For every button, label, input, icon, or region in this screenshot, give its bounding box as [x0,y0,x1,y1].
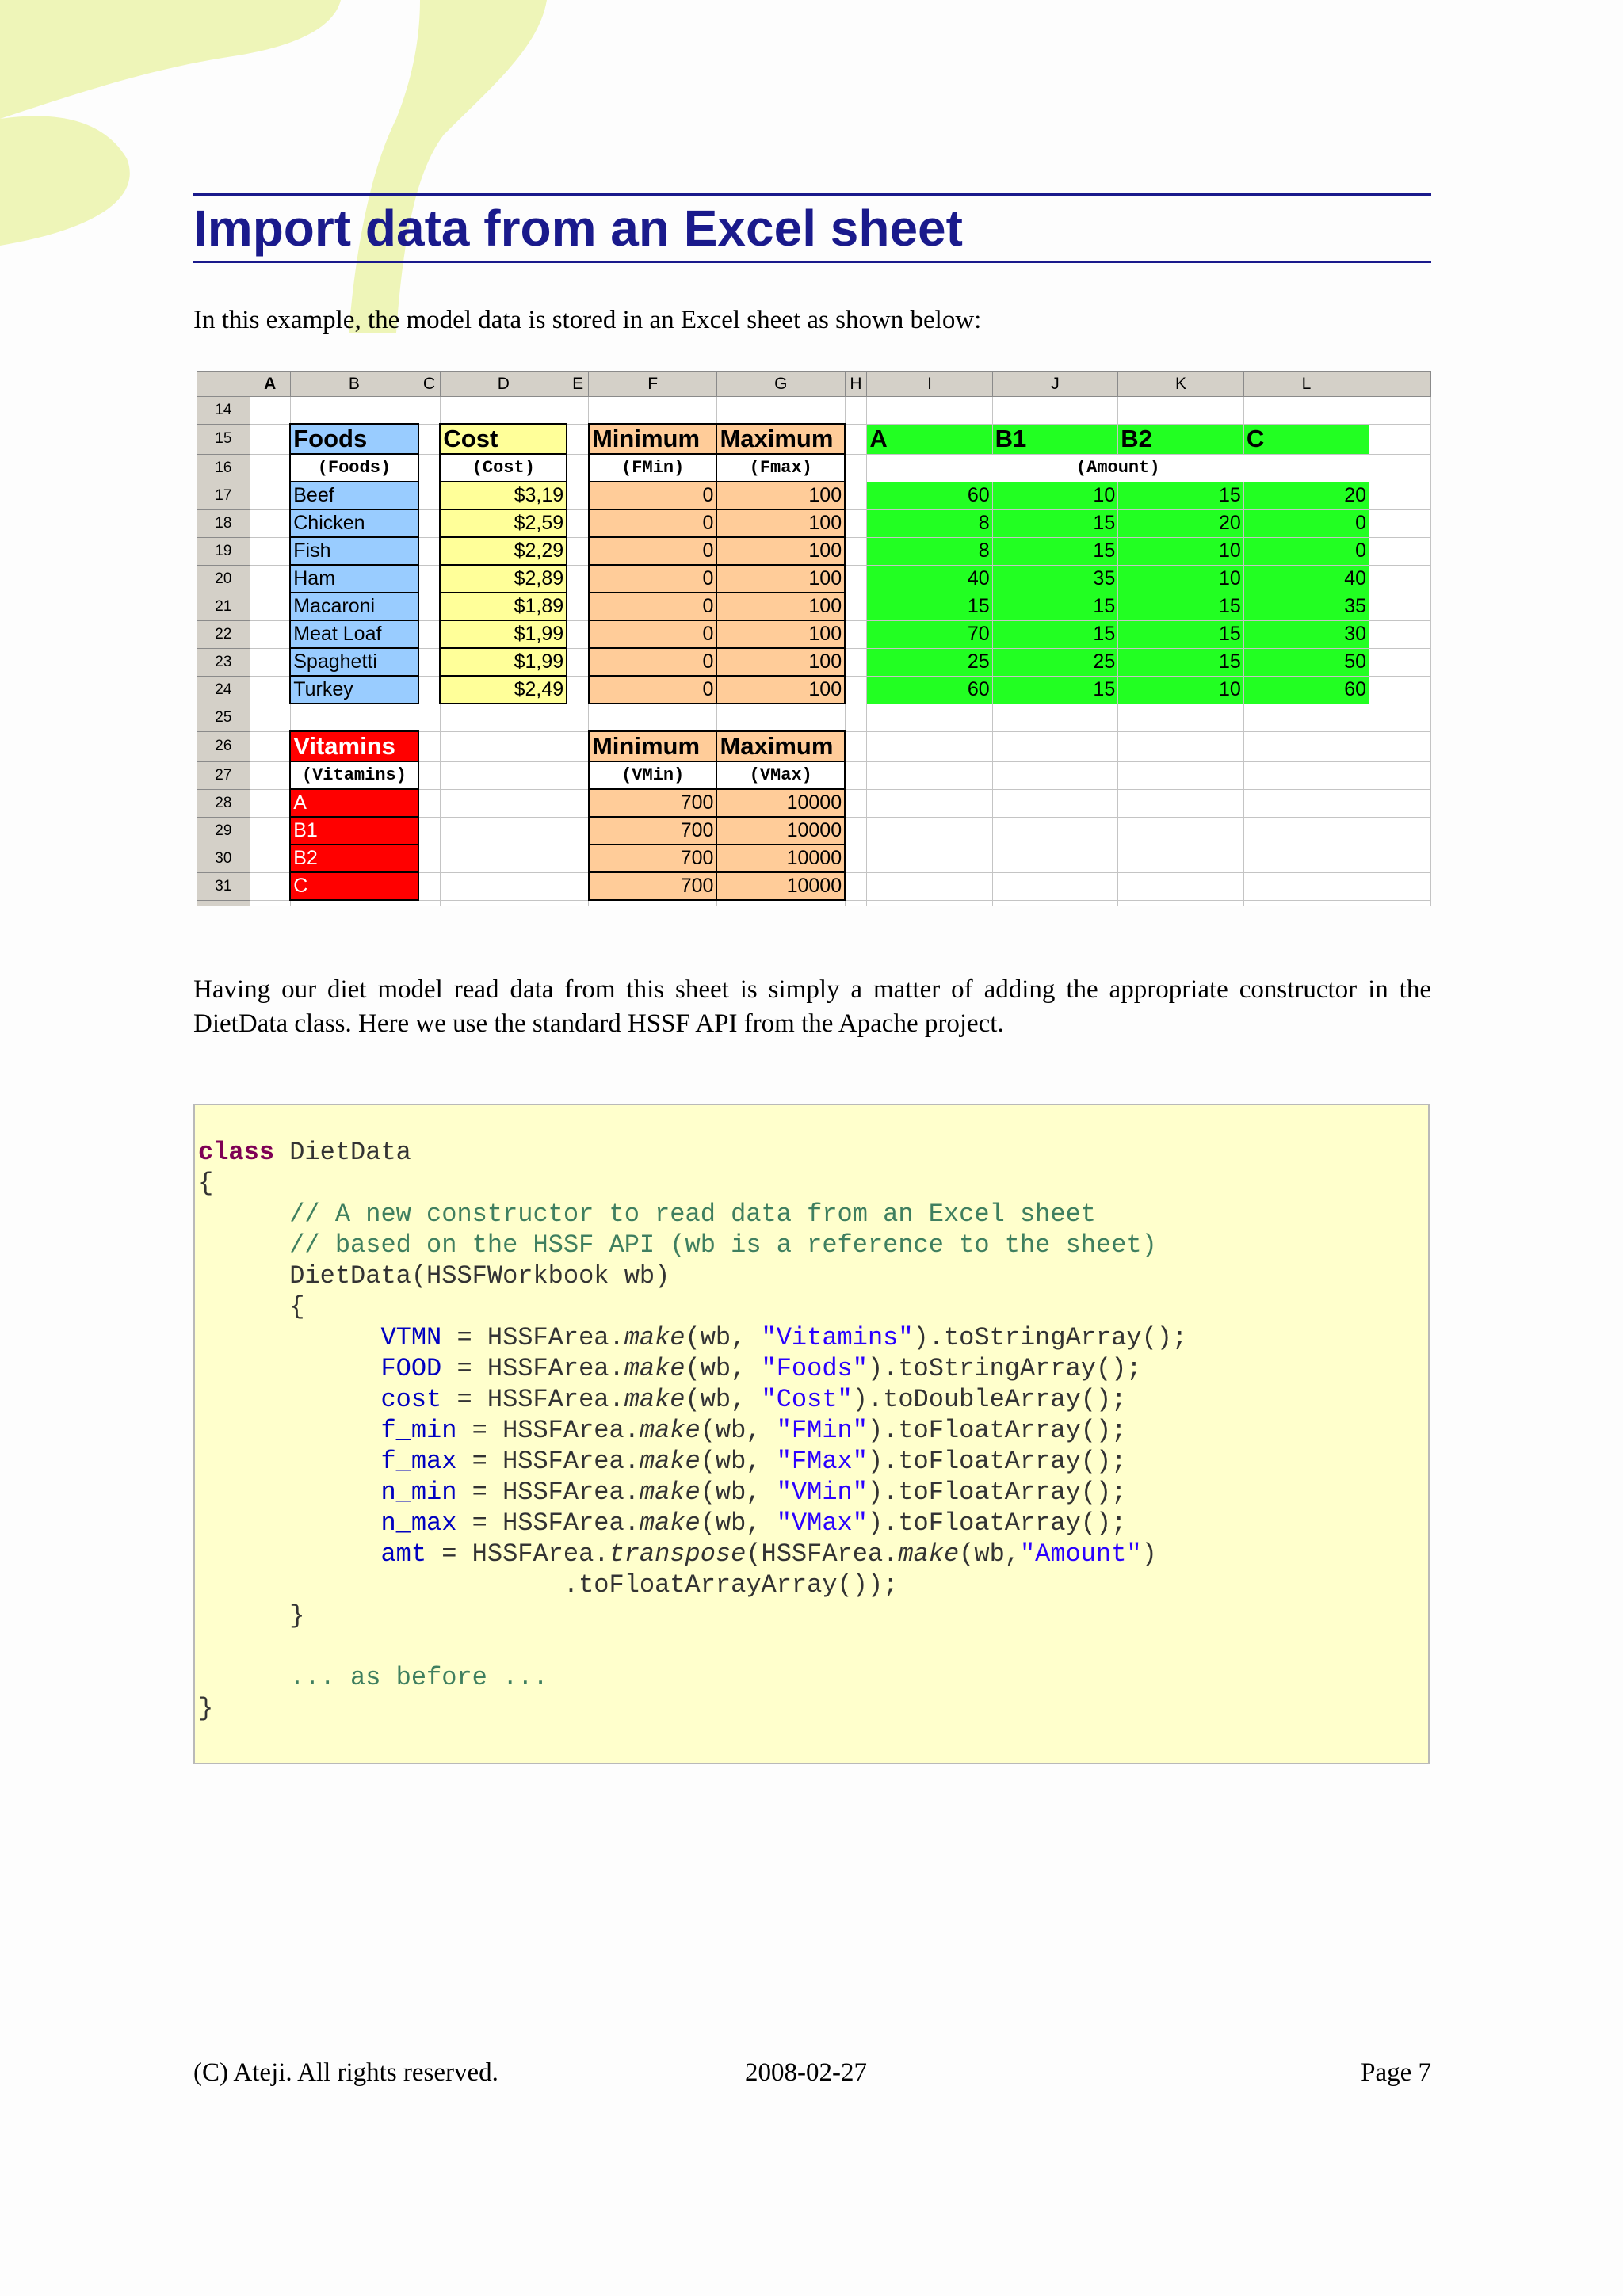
column-header: I [867,372,992,397]
food-cost-cell: $1,89 [440,593,567,620]
food-row [197,565,1431,593]
amount-b2-cell: 10 [1118,565,1244,593]
food-cost-cell: $2,89 [440,565,567,593]
food-row [197,676,1431,704]
food-name-cell: Meat Loaf [290,620,418,648]
food-min-cell: 0 [589,509,716,537]
amount-header-c: C [1243,424,1369,454]
amount-header-b2: B2 [1118,424,1244,454]
vitamin-max-cell: 10000 [716,789,845,817]
food-row [197,620,1431,648]
vitamins-header: Vitamins [290,731,418,761]
range-name-fmax: (Fmax) [716,454,845,482]
row-header: 15 [197,424,250,454]
vitamin-row [197,817,1431,845]
amount-a-cell: 8 [867,537,992,565]
vitamin-maximum-header: Maximum [716,731,845,761]
code-assignment-line: n_min = HSSFArea.make(wb, "VMin").toFloatArray(); [380,1478,1127,1507]
food-row [197,482,1431,509]
sheet-row [197,424,1431,454]
food-name-cell: Beef [290,482,418,509]
vitamin-min-cell: 700 [589,817,716,845]
minimum-header: Minimum [589,424,716,454]
column-header: J [992,372,1118,397]
corner-cell [197,372,250,397]
amount-a-cell: 25 [867,648,992,676]
vitamin-max-cell: 10000 [716,872,845,900]
excel-screenshot [197,371,1431,906]
row-header: 21 [197,593,250,620]
amount-c-cell: 50 [1243,648,1369,676]
row-header: 14 [197,397,250,425]
column-header [1369,372,1431,397]
amount-b1-cell: 15 [992,676,1118,704]
vitamin-name-cell: B1 [290,817,418,845]
column-header-row [197,372,1431,397]
amount-b1-cell: 35 [992,565,1118,593]
vitamin-min-cell: 700 [589,872,716,900]
amount-header-b1: B1 [992,424,1118,454]
amount-a-cell: 8 [867,509,992,537]
food-min-cell: 0 [589,648,716,676]
range-name-foods: (Foods) [290,454,418,482]
page-title: Import data from an Excel sheet [193,200,963,257]
amount-a-cell: 15 [867,593,992,620]
amount-b2-cell: 15 [1118,620,1244,648]
amount-c-cell: 30 [1243,620,1369,648]
amount-c-cell: 60 [1243,676,1369,704]
range-name-vmax: (VMax) [716,761,845,789]
amount-b1-cell: 15 [992,509,1118,537]
row-header: 26 [197,731,250,761]
amount-a-cell: 60 [867,482,992,509]
body-paragraph: Having our diet model read data from this sheet is simply a matter of adding the appropriate constructor in the DietData class. Here we use the standard HSSF API from the Apache project. [193,975,1431,1038]
range-name-vitamins: (Vitamins) [290,761,418,789]
food-max-cell: 100 [716,565,845,593]
vitamin-row [197,789,1431,817]
food-min-cell: 0 [589,537,716,565]
column-header: G [716,372,845,397]
code-comment: ... as before ... [198,1663,548,1692]
footer-copyright: (C) Ateji. All rights reserved. [193,2058,498,2087]
column-header: A [250,372,290,397]
row-header: 29 [197,817,250,845]
code-block [193,1104,1430,1764]
code-assignment-line: n_max = HSSFArea.make(wb, "VMax").toFloatArray(); [380,1508,1127,1538]
code-comment: // based on the HSSF API (wb is a reference to the sheet) [198,1230,1157,1260]
vitamin-min-cell: 700 [589,789,716,817]
food-rows [197,482,1431,704]
amount-c-cell: 0 [1243,509,1369,537]
vitamin-minimum-header: Minimum [589,731,716,761]
food-min-cell: 0 [589,565,716,593]
amount-a-cell: 60 [867,676,992,704]
sheet-row [197,704,1431,731]
row-header: 30 [197,845,250,872]
food-row [197,509,1431,537]
amount-b1-cell: 15 [992,537,1118,565]
column-header: D [440,372,567,397]
amount-c-cell: 0 [1243,537,1369,565]
heading-rule-block [193,193,1431,263]
code-keyword: class [198,1138,275,1167]
amount-b2-cell: 20 [1118,509,1244,537]
row-header: 27 [197,761,250,789]
code-assignment-line: FOOD = HSSFArea.make(wb, "Foods").toStringArray(); [380,1354,1142,1383]
amount-header-a: A [867,424,992,454]
amount-c-cell: 40 [1243,565,1369,593]
row-header: 24 [197,676,250,704]
foods-header: Foods [290,424,418,454]
food-name-cell: Fish [290,537,418,565]
food-name-cell: Spaghetti [290,648,418,676]
sheet-row [197,761,1431,789]
range-name-vmin: (VMin) [589,761,716,789]
food-max-cell: 100 [716,620,845,648]
row-header: 23 [197,648,250,676]
footer-date: 2008-02-27 [745,2058,867,2087]
amount-b1-cell: 15 [992,593,1118,620]
row-header: 20 [197,565,250,593]
food-min-cell: 0 [589,593,716,620]
background-swoosh-decoration [0,0,571,333]
column-header: C [418,372,441,397]
food-name-cell: Chicken [290,509,418,537]
vitamin-min-cell: 700 [589,845,716,872]
vitamin-max-cell: 10000 [716,845,845,872]
amount-c-cell: 35 [1243,593,1369,620]
footer-page-number: Page 7 [1361,2058,1431,2087]
code-assignment-line: f_max = HSSFArea.make(wb, "FMax").toFloatArray(); [380,1447,1127,1476]
sheet-row [197,731,1431,761]
column-header: F [589,372,716,397]
food-max-cell: 100 [716,537,845,565]
amount-b2-cell: 15 [1118,648,1244,676]
sheet-row-partial [197,900,1431,906]
food-row [197,593,1431,620]
food-cost-cell: $2,29 [440,537,567,565]
food-cost-cell: $1,99 [440,620,567,648]
food-name-cell: Macaroni [290,593,418,620]
column-header: K [1118,372,1244,397]
range-name-cost: (Cost) [440,454,567,482]
food-max-cell: 100 [716,509,845,537]
amount-b2-cell: 10 [1118,537,1244,565]
amount-b1-cell: 25 [992,648,1118,676]
row-header: 19 [197,537,250,565]
food-cost-cell: $1,99 [440,648,567,676]
vitamin-name-cell: C [290,872,418,900]
code-listing: class DietData { // A new constructor to read data from an Excel sheet // based on the HSSF API (wb is a reference to the sheet) DietData(HSSFWorkbook wb) { VTMN = HSSFArea.make(wb, "Vitamins").toStringArray(); FOOD = HSSFArea.make(wb, "Foods").toStringArray(); cost = HSSFArea.make(wb, "Cost").toDoubleArray(); f_min = HSSFArea.make(wb, "FMin").toFloatArray(); f_max = HSSFArea.make(wb, "FMax").toFloatArray(); n_min = HSSFArea.make(wb, "VMin").toFloatArray(); n_max = HSSFArea.make(wb, "VMax").toFloatArray(); amt = HSSFArea.transpose(HSSFArea.make(wb,"Amount") .toFloatArrayArray()); } ... as before ... } [198,1138,1188,1723]
range-name-fmin: (FMin) [589,454,716,482]
food-max-cell: 100 [716,593,845,620]
food-row [197,648,1431,676]
column-header: L [1243,372,1369,397]
vitamin-row [197,845,1431,872]
cost-header: Cost [440,424,567,454]
vitamin-row [197,872,1431,900]
vitamin-name-cell: B2 [290,845,418,872]
food-min-cell: 0 [589,482,716,509]
code-constructor: DietData(HSSFWorkbook wb) [198,1261,670,1291]
maximum-header: Maximum [716,424,845,454]
food-row [197,537,1431,565]
food-min-cell: 0 [589,676,716,704]
food-cost-cell: $2,59 [440,509,567,537]
amount-a-cell: 40 [867,565,992,593]
spreadsheet-grid [197,371,1431,906]
vitamin-max-cell: 10000 [716,817,845,845]
food-min-cell: 0 [589,620,716,648]
food-cost-cell: $2,49 [440,676,567,704]
amount-c-cell: 20 [1243,482,1369,509]
food-max-cell: 100 [716,482,845,509]
intro-paragraph: In this example, the model data is stored in an Excel sheet as shown below: [193,306,982,334]
food-max-cell: 100 [716,676,845,704]
amount-b1-cell: 10 [992,482,1118,509]
column-header: B [290,372,418,397]
row-header: 16 [197,454,250,482]
row-header: 31 [197,872,250,900]
sheet-row [197,454,1431,482]
amount-a-cell: 70 [867,620,992,648]
row-header: 18 [197,509,250,537]
code-comment: // A new constructor to read data from an Excel sheet [198,1199,1096,1229]
column-header: H [845,372,867,397]
amount-b1-cell: 15 [992,620,1118,648]
range-name-amount: (Amount) [867,454,1369,482]
code-assignment-line: cost = HSSFArea.make(wb, "Cost").toDoubleArray(); [380,1385,1127,1414]
code-assignment-line: f_min = HSSFArea.make(wb, "FMin").toFloatArray(); [380,1416,1127,1445]
column-header: E [567,372,589,397]
amount-b2-cell: 10 [1118,676,1244,704]
row-header: 22 [197,620,250,648]
food-name-cell: Turkey [290,676,418,704]
row-header: 25 [197,704,250,731]
food-max-cell: 100 [716,648,845,676]
amount-b2-cell: 15 [1118,593,1244,620]
row-header: 17 [197,482,250,509]
amount-b2-cell: 15 [1118,482,1244,509]
sheet-row [197,397,1431,425]
food-cost-cell: $3,19 [440,482,567,509]
code-assignment-line: VTMN = HSSFArea.make(wb, "Vitamins").toStringArray(); [380,1323,1188,1352]
vitamin-rows [197,789,1431,900]
row-header: 28 [197,789,250,817]
vitamin-name-cell: A [290,789,418,817]
food-name-cell: Ham [290,565,418,593]
